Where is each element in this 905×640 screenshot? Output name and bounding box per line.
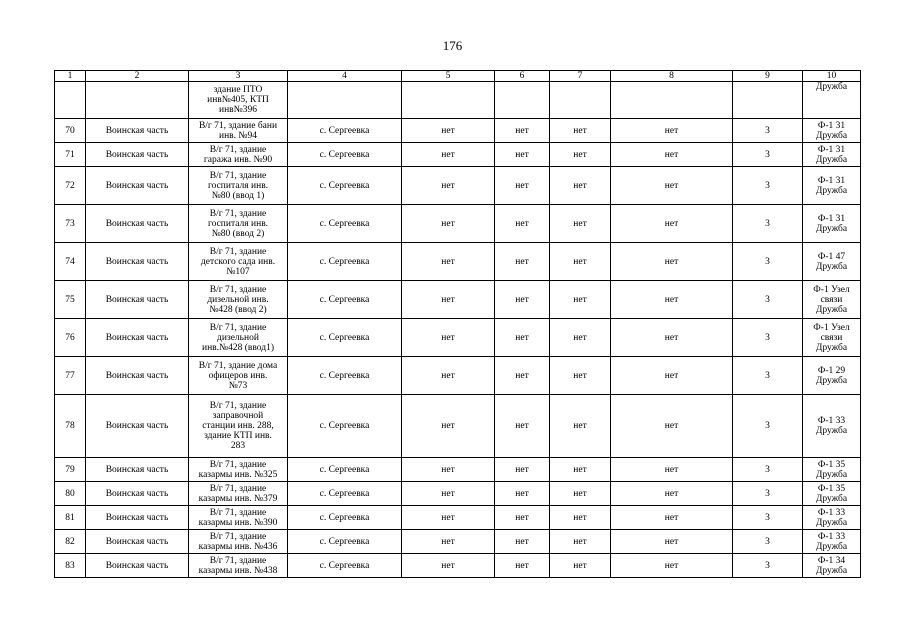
col5-value-cell: нет xyxy=(402,143,495,167)
location-cell: с. Сергеевка xyxy=(288,482,402,506)
col8-value-cell: нет xyxy=(611,506,733,530)
table-row xyxy=(55,167,861,205)
object-description-cell: В/г 71, здание дизельной инв.№428 (ввод1) xyxy=(189,319,288,357)
col9-value-cell: 3 xyxy=(733,205,803,243)
header-cell: 3 xyxy=(189,71,288,82)
col7-value-cell: нет xyxy=(550,357,611,395)
header-cell: 4 xyxy=(288,71,402,82)
col8-value-cell: нет xyxy=(611,395,733,458)
col9-value-cell: 3 xyxy=(733,482,803,506)
location-cell xyxy=(288,82,402,119)
row-number-cell: 70 xyxy=(55,119,86,143)
page-number: 176 xyxy=(442,38,463,53)
col8-value-cell: нет xyxy=(611,167,733,205)
table-row xyxy=(55,357,861,395)
col9-value-cell: 3 xyxy=(733,458,803,482)
col6-value-cell: нет xyxy=(495,395,550,458)
feeder-info-cell: Ф-1 31 Дружба xyxy=(803,205,861,243)
col6-value-cell: нет xyxy=(495,205,550,243)
feeder-info-cell: Ф-1 35 Дружба xyxy=(803,458,861,482)
feeder-info-cell: Ф-1 29 Дружба xyxy=(803,357,861,395)
organization-name-cell xyxy=(86,82,189,119)
col5-value-cell: нет xyxy=(402,482,495,506)
col6-value-cell: нет xyxy=(495,482,550,506)
col9-value-cell: 3 xyxy=(733,506,803,530)
location-cell: с. Сергеевка xyxy=(288,395,402,458)
feeder-info-cell: Ф-1 Узел связи Дружба xyxy=(803,281,861,319)
document-table xyxy=(54,70,861,578)
col5-value-cell: нет xyxy=(402,243,495,281)
col8-value-cell: нет xyxy=(611,281,733,319)
object-description-cell: В/г 71, здание казармы инв. №325 xyxy=(189,458,288,482)
col6-value-cell: нет xyxy=(495,357,550,395)
col8-value-cell: нет xyxy=(611,458,733,482)
feeder-info-cell: Ф-1 35 Дружба xyxy=(803,482,861,506)
col8-value-cell: нет xyxy=(611,205,733,243)
col9-value-cell: 3 xyxy=(733,357,803,395)
col5-value-cell: нет xyxy=(402,506,495,530)
col7-value-cell: нет xyxy=(550,506,611,530)
col5-value-cell: нет xyxy=(402,119,495,143)
row-number-cell: 73 xyxy=(55,205,86,243)
object-description-cell: В/г 71, здание заправочной станции инв. 288, здание КТП инв. 283 xyxy=(189,395,288,458)
organization-name-cell: Воинская часть xyxy=(86,530,189,554)
row-number-cell: 83 xyxy=(55,554,86,578)
col8-value-cell: нет xyxy=(611,243,733,281)
header-cell: 2 xyxy=(86,71,189,82)
location-cell: с. Сергеевка xyxy=(288,167,402,205)
feeder-info-cell: Ф-1 31 Дружба xyxy=(803,167,861,205)
location-cell: с. Сергеевка xyxy=(288,319,402,357)
organization-name-cell: Воинская часть xyxy=(86,119,189,143)
header-cell: 1 xyxy=(55,71,86,82)
col9-value-cell: 3 xyxy=(733,243,803,281)
feeder-info-cell: Ф-1 31 Дружба xyxy=(803,143,861,167)
table-row xyxy=(55,82,861,119)
col9-value-cell: 3 xyxy=(733,167,803,205)
row-number-cell: 77 xyxy=(55,357,86,395)
object-description-cell: здание ПТО инв№405, КТП инв№396 xyxy=(189,82,288,119)
organization-name-cell: Воинская часть xyxy=(86,281,189,319)
row-number-cell: 78 xyxy=(55,395,86,458)
organization-name-cell: Воинская часть xyxy=(86,482,189,506)
col9-value-cell: 3 xyxy=(733,143,803,167)
object-description-cell: В/г 71, здание дизельной инв. №428 (ввод 2) xyxy=(189,281,288,319)
row-number-cell: 74 xyxy=(55,243,86,281)
organization-name-cell: Воинская часть xyxy=(86,458,189,482)
row-number-cell: 80 xyxy=(55,482,86,506)
col7-value-cell: нет xyxy=(550,395,611,458)
table-header-row xyxy=(55,71,861,82)
location-cell: с. Сергеевка xyxy=(288,458,402,482)
table-row xyxy=(55,554,861,578)
col8-value-cell: нет xyxy=(611,119,733,143)
col6-value-cell: нет xyxy=(495,458,550,482)
feeder-info-cell: Ф-1 47 Дружба xyxy=(803,243,861,281)
col5-value-cell: нет xyxy=(402,530,495,554)
table-row xyxy=(55,205,861,243)
organization-name-cell: Воинская часть xyxy=(86,167,189,205)
table-row xyxy=(55,281,861,319)
col7-value-cell: нет xyxy=(550,458,611,482)
table-body xyxy=(55,71,861,578)
feeder-info-cell: Ф-1 33 Дружба xyxy=(803,530,861,554)
feeder-info-cell: Ф-1 33 Дружба xyxy=(803,506,861,530)
object-description-cell: В/г 71, здание бани инв. №94 xyxy=(189,119,288,143)
feeder-info-cell: Ф-1 33 Дружба xyxy=(803,395,861,458)
object-description-cell: В/г 71, здание казармы инв. №438 xyxy=(189,554,288,578)
col9-value-cell: 3 xyxy=(733,119,803,143)
col7-value-cell: нет xyxy=(550,243,611,281)
col9-value-cell: 3 xyxy=(733,319,803,357)
col6-value-cell: нет xyxy=(495,243,550,281)
col9-value-cell: 3 xyxy=(733,281,803,319)
col5-value-cell: нет xyxy=(402,357,495,395)
col5-value-cell: нет xyxy=(402,281,495,319)
col9-value-cell: 3 xyxy=(733,554,803,578)
col5-value-cell: нет xyxy=(402,395,495,458)
col7-value-cell: нет xyxy=(550,143,611,167)
table-row xyxy=(55,319,861,357)
location-cell: с. Сергеевка xyxy=(288,357,402,395)
row-number-cell: 79 xyxy=(55,458,86,482)
col5-value-cell xyxy=(402,82,495,119)
table-row xyxy=(55,119,861,143)
col6-value-cell: нет xyxy=(495,143,550,167)
row-number-cell: 76 xyxy=(55,319,86,357)
object-description-cell: В/г 71, здание казармы инв. №379 xyxy=(189,482,288,506)
object-description-cell: В/г 71, здание казармы инв. №390 xyxy=(189,506,288,530)
organization-name-cell: Воинская часть xyxy=(86,143,189,167)
organization-name-cell: Воинская часть xyxy=(86,205,189,243)
feeder-info-cell: Ф-1 Узел связи Дружба xyxy=(803,319,861,357)
row-number-cell: 71 xyxy=(55,143,86,167)
header-cell: 5 xyxy=(402,71,495,82)
organization-name-cell: Воинская часть xyxy=(86,357,189,395)
col6-value-cell: нет xyxy=(495,319,550,357)
col7-value-cell: нет xyxy=(550,319,611,357)
col7-value-cell: нет xyxy=(550,554,611,578)
organization-name-cell: Воинская часть xyxy=(86,554,189,578)
location-cell: с. Сергеевка xyxy=(288,506,402,530)
col5-value-cell: нет xyxy=(402,554,495,578)
object-description-cell: В/г 71, здание казармы инв. №436 xyxy=(189,530,288,554)
col8-value-cell: нет xyxy=(611,554,733,578)
location-cell: с. Сергеевка xyxy=(288,281,402,319)
table-row xyxy=(55,395,861,458)
organization-name-cell: Воинская часть xyxy=(86,319,189,357)
col5-value-cell: нет xyxy=(402,319,495,357)
col9-value-cell xyxy=(733,82,803,119)
object-description-cell: В/г 71, здание гаража инв. №90 xyxy=(189,143,288,167)
col8-value-cell: нет xyxy=(611,319,733,357)
col7-value-cell: нет xyxy=(550,482,611,506)
col8-value-cell: нет xyxy=(611,482,733,506)
col8-value-cell: нет xyxy=(611,143,733,167)
location-cell: с. Сергеевка xyxy=(288,119,402,143)
col7-value-cell: нет xyxy=(550,119,611,143)
col8-value-cell xyxy=(611,82,733,119)
col7-value-cell: нет xyxy=(550,205,611,243)
location-cell: с. Сергеевка xyxy=(288,143,402,167)
feeder-info-cell: Ф-1 34 Дружба xyxy=(803,554,861,578)
col9-value-cell: 3 xyxy=(733,395,803,458)
table-row xyxy=(55,482,861,506)
col6-value-cell: нет xyxy=(495,554,550,578)
object-description-cell: В/г 71, здание дома офицеров инв. №73 xyxy=(189,357,288,395)
header-cell: 8 xyxy=(611,71,733,82)
col6-value-cell: нет xyxy=(495,281,550,319)
col8-value-cell: нет xyxy=(611,357,733,395)
table-row xyxy=(55,243,861,281)
col7-value-cell: нет xyxy=(550,167,611,205)
feeder-info-cell: Ф-1 31 Дружба xyxy=(803,119,861,143)
header-cell: 6 xyxy=(495,71,550,82)
table-row xyxy=(55,458,861,482)
col6-value-cell: нет xyxy=(495,119,550,143)
row-number-cell: 82 xyxy=(55,530,86,554)
col8-value-cell: нет xyxy=(611,530,733,554)
col7-value-cell: нет xyxy=(550,530,611,554)
col5-value-cell: нет xyxy=(402,458,495,482)
feeder-info-cell: Дружба xyxy=(803,82,861,119)
row-number-cell: 72 xyxy=(55,167,86,205)
col5-value-cell: нет xyxy=(402,205,495,243)
table-row xyxy=(55,506,861,530)
object-description-cell: В/г 71, здание госпиталя инв. №80 (ввод 1) xyxy=(189,167,288,205)
organization-name-cell: Воинская часть xyxy=(86,395,189,458)
organization-name-cell: Воинская часть xyxy=(86,506,189,530)
col5-value-cell: нет xyxy=(402,167,495,205)
location-cell: с. Сергеевка xyxy=(288,554,402,578)
col7-value-cell xyxy=(550,82,611,119)
col6-value-cell xyxy=(495,82,550,119)
col6-value-cell: нет xyxy=(495,167,550,205)
col7-value-cell: нет xyxy=(550,281,611,319)
row-number-cell xyxy=(55,82,86,119)
row-number-cell: 81 xyxy=(55,506,86,530)
table-row xyxy=(55,530,861,554)
location-cell: с. Сергеевка xyxy=(288,530,402,554)
col6-value-cell: нет xyxy=(495,530,550,554)
col9-value-cell: 3 xyxy=(733,530,803,554)
location-cell: с. Сергеевка xyxy=(288,243,402,281)
organization-name-cell: Воинская часть xyxy=(86,243,189,281)
header-cell: 10 xyxy=(803,71,861,82)
header-cell: 9 xyxy=(733,71,803,82)
location-cell: с. Сергеевка xyxy=(288,205,402,243)
table-row xyxy=(55,143,861,167)
object-description-cell: В/г 71, здание госпиталя инв. №80 (ввод 2) xyxy=(189,205,288,243)
object-description-cell: В/г 71, здание детского сада инв. №107 xyxy=(189,243,288,281)
header-cell: 7 xyxy=(550,71,611,82)
row-number-cell: 75 xyxy=(55,281,86,319)
col6-value-cell: нет xyxy=(495,506,550,530)
